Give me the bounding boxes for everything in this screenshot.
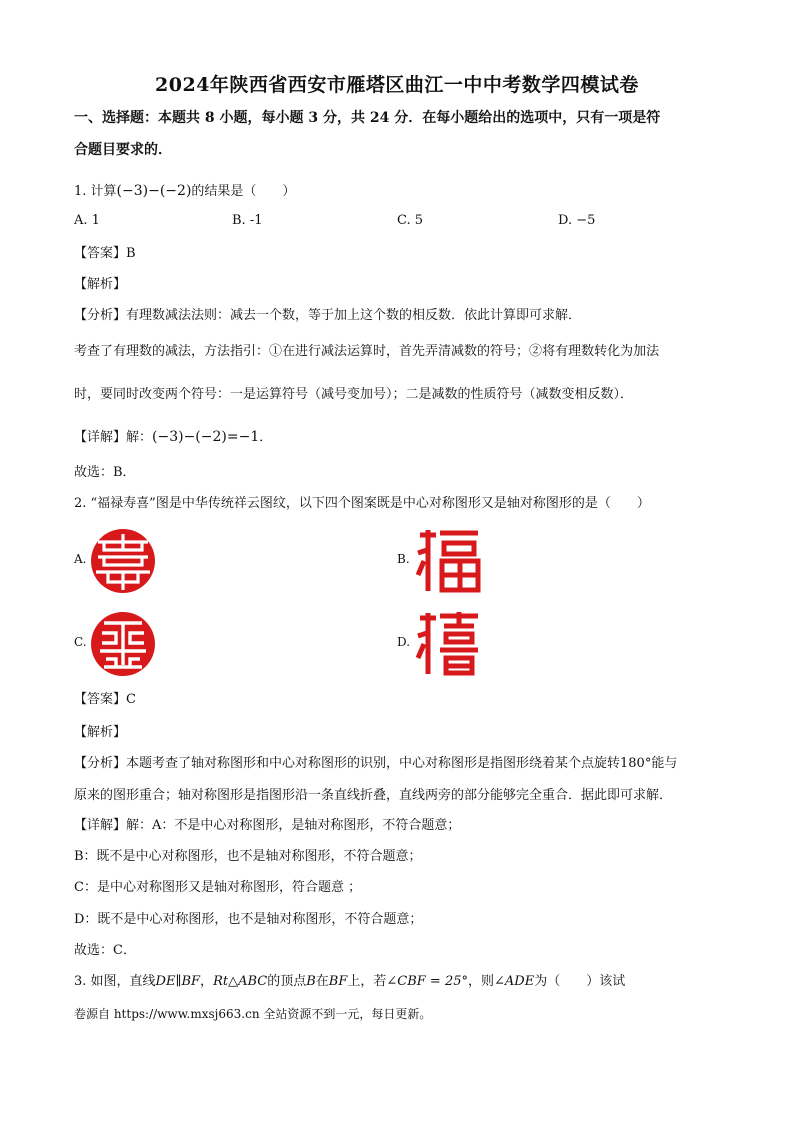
q1-note-text-c: 将有理数转化为加法 bbox=[542, 344, 660, 359]
q2-fenxi-line1: 【分析】本题考查了轴对称图形和中心对称图形的识别，中心对称图形是指图形绕着某个点旋转180°能与 bbox=[74, 756, 678, 771]
q2-fenxi-line2: 原来的图形重合；轴对称图形是指图形沿一条直线折叠，直线两旁的部分能够完全重合．据此即可求解． bbox=[74, 788, 673, 803]
exam-title: 2024年陕西省西安市雁塔区曲江一中中考数学四模试卷 bbox=[155, 74, 639, 96]
q2-option-b-label: B. bbox=[397, 552, 410, 566]
q3-stem-c: 的顶点 bbox=[267, 974, 307, 989]
fu-seal-icon bbox=[416, 527, 482, 593]
q2-detail-d: D：既不是中心对称图形，也不是轴对称图形，不符合题意； bbox=[74, 912, 423, 927]
q1-fenxi: 【分析】有理数减法法则：减去一个数，等于加上这个数的相反数．依此计算即可求解． bbox=[74, 308, 582, 323]
q1-note-text: 考查了有理数的减法，方法指引： bbox=[74, 344, 270, 359]
section-heading-cont: 合题目要求的． bbox=[74, 142, 172, 158]
q1-note-line2: 时，要同时改变两个符号：一是运算符号（减号变加号）；二是减数的性质符号（减数变相反数）． bbox=[74, 387, 634, 402]
q3-stem-d: 在 bbox=[315, 974, 329, 989]
q3-stem-f: ，则 bbox=[468, 974, 495, 989]
q1-detail-expression: (−3)−(−2)=−1 bbox=[152, 429, 260, 445]
q3-source-line: 卷源自 https://www.mxsj663.cn 全站资源不到一元，每日更新。 bbox=[74, 1007, 432, 1021]
q3-angle-ade: ∠ADE bbox=[494, 974, 535, 989]
q1-option-b: B. -1 bbox=[232, 213, 263, 228]
q2-option-c-label: C. bbox=[74, 635, 87, 649]
q1-note-circle-2: ② bbox=[529, 344, 543, 359]
q3-stem-g: 为（ ）该试 bbox=[534, 974, 626, 989]
q2-stem: 2. “福禄寿喜”图是中华传统祥云图纹，以下四个图案既是中心对称图形又是轴对称图形的是（ ） bbox=[74, 496, 650, 511]
q3-stem-a: 3. 如图，直线 bbox=[74, 974, 156, 989]
q2-detail-c: C：是中心对称图形又是轴对称图形，符合题意 ； bbox=[74, 880, 362, 895]
q1-option-a: A. 1 bbox=[74, 213, 100, 228]
q1-option-d: D. −5 bbox=[558, 213, 596, 228]
q1-answer: 【答案】B bbox=[74, 246, 136, 261]
q3-stem bbox=[74, 972, 724, 992]
q1-note-circle-1: ① bbox=[269, 344, 283, 359]
q3-rt-abc: Rt△ABC bbox=[213, 974, 268, 989]
q3-stem-b: ， bbox=[200, 974, 214, 989]
q2-answer: 【答案】C bbox=[74, 692, 136, 707]
q1-analysis-label: 【解析】 bbox=[74, 277, 127, 292]
section-heading: 一、选择题：本题共 8 小题，每小题 3 分，共 24 分．在每小题给出的选项中，只有一项是符 bbox=[74, 110, 661, 126]
q3-stem-e: 上，若 bbox=[347, 974, 387, 989]
xi-seal-icon bbox=[416, 610, 482, 676]
q2-choose: 故选：C． bbox=[74, 943, 136, 958]
q3-line-bf: BF bbox=[328, 974, 348, 989]
q2-analysis-label: 【解析】 bbox=[74, 725, 127, 740]
q2-option-a-label: A. bbox=[74, 552, 87, 566]
q1-stem-prefix: 1. 计算 bbox=[74, 184, 117, 199]
shou-seal-icon bbox=[90, 528, 156, 594]
q1-expression: (−3)−(−2) bbox=[116, 183, 192, 199]
q1-choose: 故选：B． bbox=[74, 465, 136, 480]
q2-option-d-label: D. bbox=[397, 635, 411, 649]
q3-angle-cbf: ∠CBF = 25° bbox=[386, 974, 469, 989]
q3-point-b: B bbox=[306, 974, 316, 989]
q1-stem-suffix: 的结果是（ ） bbox=[191, 184, 296, 199]
q1-stem bbox=[74, 181, 724, 202]
q1-option-c: C. 5 bbox=[397, 213, 424, 228]
q3-de-bf: DE∥BF bbox=[155, 974, 201, 989]
q1-note-line1 bbox=[74, 342, 724, 362]
q2-detail-b: B：既不是中心对称图形，也不是轴对称图形，不符合题意； bbox=[74, 849, 422, 864]
q1-detail bbox=[74, 427, 724, 448]
q1-detail-suffix: ． bbox=[259, 430, 273, 445]
q2-detail-a: 【详解】解：A：不是中心对称图形，是轴对称图形，不符合题意； bbox=[74, 818, 461, 833]
q1-note-text-b: 在进行减法运算时，首先弄清减数的符号； bbox=[282, 344, 530, 359]
q1-detail-prefix: 【详解】解： bbox=[74, 430, 153, 445]
lu-seal-icon bbox=[90, 611, 156, 677]
